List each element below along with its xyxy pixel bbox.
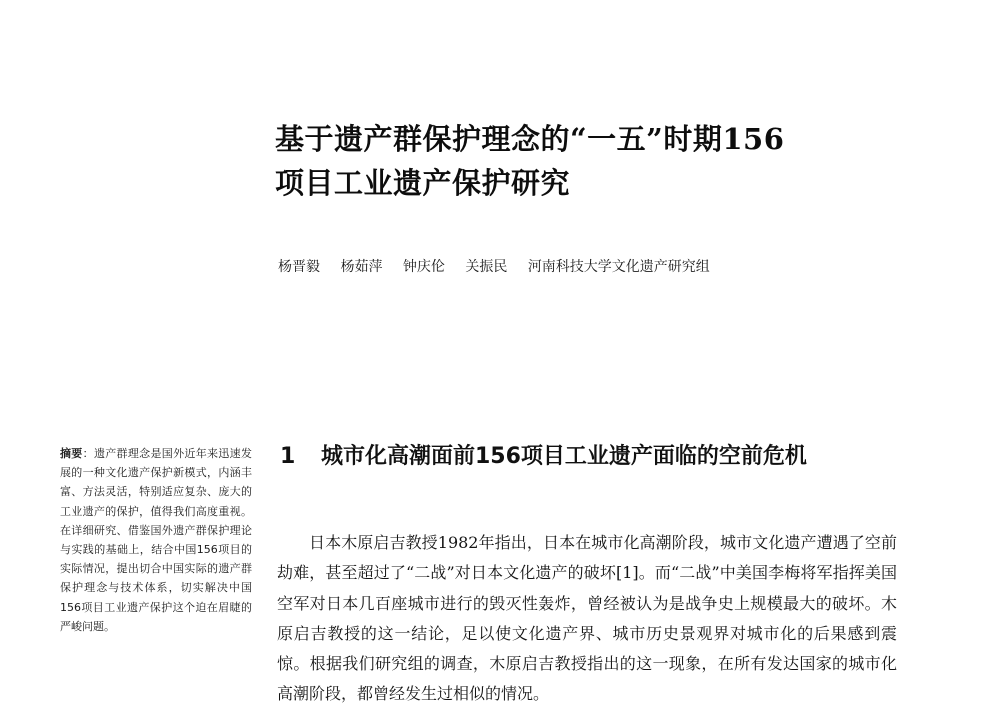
section-heading xyxy=(280,441,920,472)
section-heading-text: 城市化高潮面前156项目工业遗产面临的空前危机 xyxy=(321,444,807,469)
author-name: 钟庆伦 xyxy=(402,259,445,275)
abstract xyxy=(60,444,252,636)
author-name: 关振民 xyxy=(465,259,508,275)
abstract-text: 遗产群理念是国外近年来迅速发展的一种文化遗产保护新模式，内涵丰富、方法灵活，特别适应复杂、庞大的工业遗产的保护，值得我们高度重视。在详细研究、借鉴国外遗产群保护理论与实践的基础上，结合中国156项目的实际情况，提出切合中国实际的遗产群保护理念与技术体系，切实解决中国156项目工业遗产保护这个迫在眉睫的严峻问题。 xyxy=(60,447,252,633)
abstract-label: 摘要 xyxy=(60,447,83,460)
author-affiliation: 河南科技大学文化遗产研究组 xyxy=(527,259,710,275)
paper-title-line-1: 基于遗产群保护理念的“一五”时期156 xyxy=(275,122,785,156)
paper-title xyxy=(275,117,915,205)
abstract-colon: ： xyxy=(82,447,94,460)
section-number: 1 xyxy=(280,444,296,469)
body-paragraph: 日本木原启吉教授1982年指出，日本在城市化高潮阶段，城市文化遗产遭遇了空前劫难，甚至超过了“二战”对日本文化遗产的破坏[1]。而“二战”中美国李梅将军指挥美国空军对日本几百座城市进行的毁灭性轰炸，曾经被认为是战争史上规模最大的破坏。木原启吉教授的这一结论，足以使文化遗产界、城市历史景观界对城市化的后果感到震惊。根据我们研究组的调查，木原启吉教授指出的这一现象，在所有发达国家的城市化高潮阶段，都曾经发生过相似的情况。 xyxy=(277,533,897,704)
author-name: 杨茹萍 xyxy=(340,259,383,275)
author-list xyxy=(278,257,918,277)
author-name: 杨晋毅 xyxy=(278,259,320,275)
paper-title-line-2: 项目工业遗产保护研究 xyxy=(275,166,571,200)
